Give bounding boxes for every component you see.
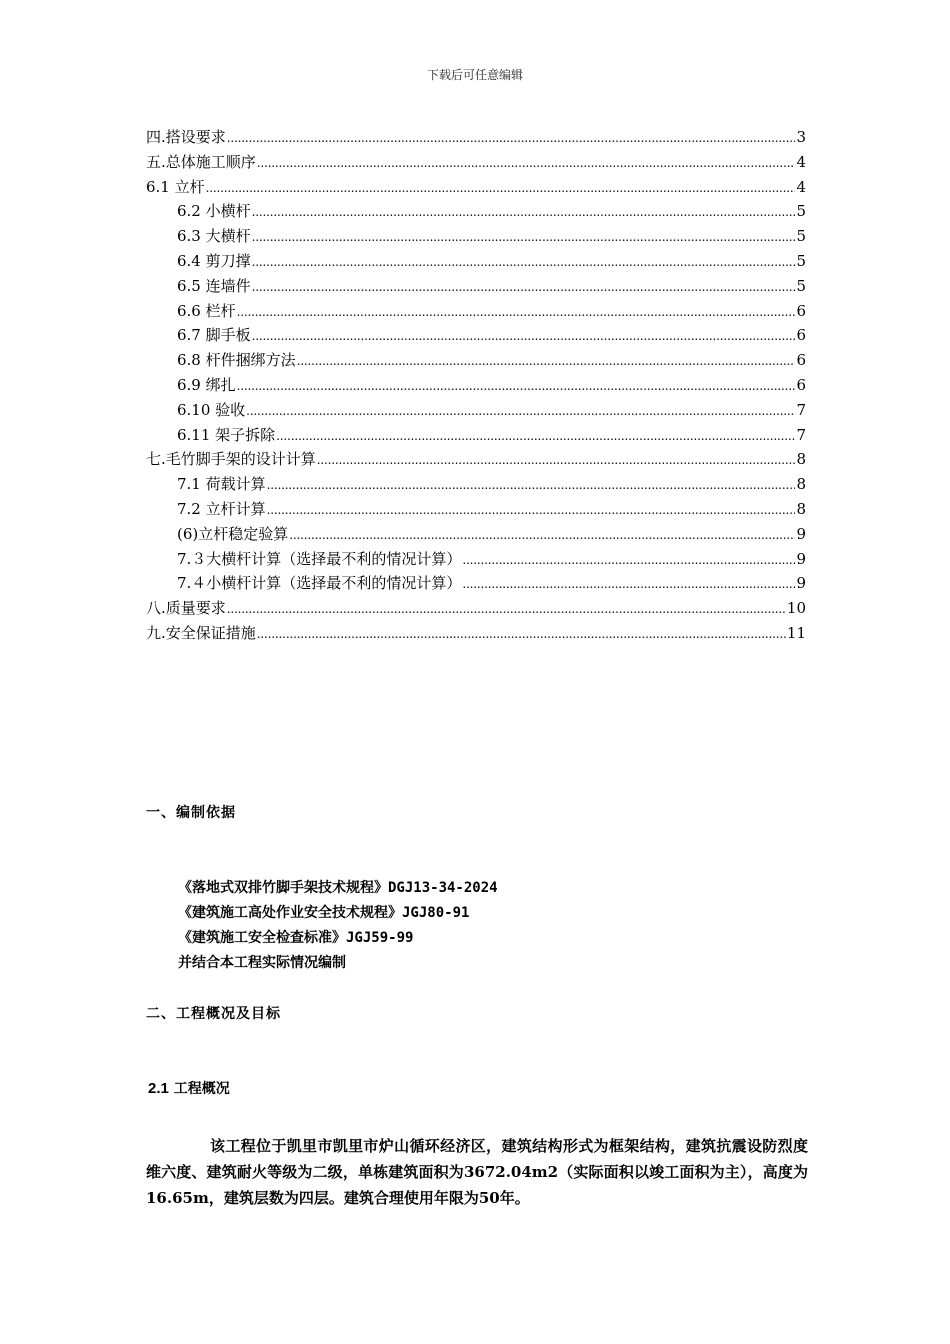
toc-entry-label: 6.5 连墙件	[177, 276, 251, 295]
toc-entry-page: 5	[796, 202, 806, 221]
toc-entry[interactable]	[146, 150, 806, 175]
toc-leader-dots	[252, 323, 796, 349]
reference-item: 并结合本工程实际情况编制	[178, 955, 346, 971]
toc-entry-page: 4	[796, 177, 806, 196]
toc-leader-dots	[257, 621, 786, 647]
toc-entry-page: 6	[796, 301, 806, 320]
toc-leader-dots	[227, 596, 786, 622]
toc-entry[interactable]	[146, 224, 806, 249]
toc-leader-dots	[237, 299, 796, 325]
toc-entry-label: 6.4 剪刀撑	[177, 251, 251, 270]
toc-entry[interactable]	[146, 472, 806, 497]
toc-leader-dots	[267, 472, 796, 498]
toc-leader-dots	[276, 423, 795, 449]
toc-entry[interactable]	[146, 447, 806, 472]
toc-entry-page: 6	[796, 375, 806, 394]
toc-leader-dots	[246, 398, 795, 424]
toc-entry[interactable]	[146, 373, 806, 398]
toc-entry-label: 八.质量要求	[146, 599, 226, 618]
toc-entry[interactable]	[146, 125, 806, 150]
table-of-contents	[146, 125, 806, 646]
toc-entry[interactable]	[146, 621, 806, 646]
toc-leader-dots	[257, 150, 796, 176]
page-header: 下载后可任意编辑	[426, 68, 523, 82]
toc-leader-dots	[267, 497, 796, 523]
toc-entry-page: 9	[796, 524, 806, 543]
toc-entry[interactable]	[146, 596, 806, 621]
toc-entry[interactable]	[146, 175, 806, 200]
toc-entry-label: 6.2 小横杆	[177, 202, 251, 221]
toc-entry-label: 6.1 立杆	[146, 177, 205, 196]
section-heading-overview: 二、工程概况及目标	[146, 1006, 281, 1022]
toc-entry[interactable]	[146, 547, 806, 572]
toc-entry[interactable]	[146, 522, 806, 547]
toc-entry-label: 七.毛竹脚手架的设计计算	[146, 450, 316, 469]
toc-entry-label: (6)立杆稳定验算	[177, 524, 289, 543]
reference-item: 《建筑施工安全检查标准》JGJ59-99	[178, 930, 414, 946]
toc-entry-label: 五.总体施工顺序	[146, 152, 256, 171]
toc-entry-label: 6.8 杆件捆绑方法	[177, 351, 296, 370]
toc-entry[interactable]	[146, 398, 806, 423]
toc-entry-page: 10	[786, 599, 806, 618]
toc-entry-page: 4	[796, 152, 806, 171]
toc-entry-page: 8	[796, 450, 806, 469]
reference-item: 《建筑施工高处作业安全技术规程》JGJ80-91	[178, 905, 470, 921]
toc-leader-dots	[252, 274, 796, 300]
toc-entry-page: 9	[796, 574, 806, 593]
subsection-number: 2.1	[148, 1080, 169, 1097]
toc-entry-label: 四.搭设要求	[146, 128, 226, 146]
toc-entry-label: 6.6 栏杆	[177, 301, 236, 320]
subsection-title: 工程概况	[173, 1081, 230, 1097]
toc-entry-page: 8	[796, 499, 806, 518]
reference-item: 《落地式双排竹脚手架技术规程》DGJ13-34-2024	[178, 880, 498, 896]
toc-entry-label: 7.４小横杆计算（选择最不利的情况计算）	[177, 574, 462, 593]
overview-paragraph: 该工程位于凯里市凯里市炉山循环经济区，建筑结构形式为框架结构，建筑抗震设防烈度维六度、建筑耐火等级为二级，单栋建筑面积为3672.04m2（实际面积以竣工面积为主），高度为16.65m，建筑层数为四层。建筑合理使用年限为50年。	[146, 1137, 808, 1207]
toc-entry[interactable]	[146, 274, 806, 299]
toc-entry-page: 5	[796, 227, 806, 246]
toc-entry-page: 7	[796, 425, 806, 444]
toc-entry-label: 九.安全保证措施	[146, 623, 256, 642]
toc-entry-page: 7	[796, 400, 806, 419]
toc-entry[interactable]	[146, 348, 806, 373]
toc-entry-page: 6	[796, 326, 806, 345]
toc-entry-label: 7.2 立杆计算	[177, 499, 266, 518]
toc-leader-dots	[297, 348, 796, 374]
toc-leader-dots	[252, 249, 796, 275]
toc-entry[interactable]	[146, 299, 806, 324]
toc-leader-dots	[252, 199, 796, 225]
toc-entry[interactable]	[146, 323, 806, 348]
toc-entry[interactable]	[146, 497, 806, 522]
toc-entry-label: 7.1 荷载计算	[177, 475, 266, 494]
toc-leader-dots	[252, 224, 796, 250]
toc-leader-dots	[462, 547, 795, 573]
toc-entry-page: 11	[786, 623, 806, 642]
toc-leader-dots	[237, 373, 796, 399]
toc-leader-dots	[317, 447, 796, 473]
toc-entry[interactable]	[146, 423, 806, 448]
toc-entry-page: 9	[796, 549, 806, 568]
toc-entry-label: 6.3 大横杆	[177, 227, 251, 246]
toc-entry-label: 7.３大横杆计算（选择最不利的情况计算）	[177, 549, 462, 568]
toc-leader-dots	[227, 125, 796, 151]
toc-entry-page: 6	[796, 351, 806, 370]
toc-entry[interactable]	[146, 199, 806, 224]
toc-entry-page: 8	[796, 475, 806, 494]
section-heading-basis: 一、编制依据	[146, 805, 236, 821]
toc-entry-label: 6.10 验收	[177, 400, 246, 419]
toc-entry[interactable]	[146, 571, 806, 596]
toc-entry-label: 6.11 架子拆除	[177, 425, 276, 444]
toc-entry-page: 5	[796, 251, 806, 270]
toc-leader-dots	[289, 522, 795, 548]
toc-entry-page: 3	[796, 128, 806, 146]
toc-entry-label: 6.7 脚手板	[177, 326, 251, 345]
toc-leader-dots	[206, 175, 796, 201]
toc-leader-dots	[462, 571, 795, 597]
toc-entry-page: 5	[796, 276, 806, 295]
toc-entry[interactable]	[146, 249, 806, 274]
subsection-heading	[148, 1078, 230, 1098]
toc-entry-label: 6.9 绑扎	[177, 375, 236, 394]
